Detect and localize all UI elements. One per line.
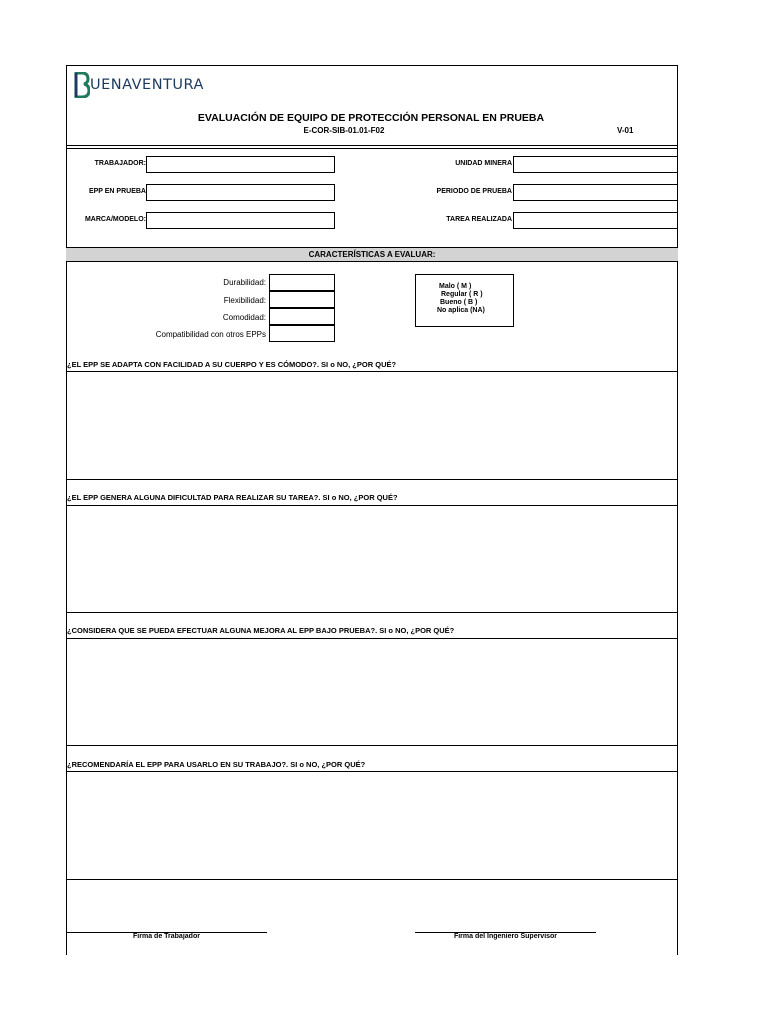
frame-top — [66, 65, 678, 66]
label-tarea-realizada: TAREA REALIZADA — [446, 216, 512, 223]
supervisor-signature-label: Firma del Ingeniero Supervisor — [453, 933, 558, 940]
epp-en-prueba-field[interactable] — [146, 184, 335, 201]
rating-legend — [415, 274, 514, 327]
flexibilidad-rating-field[interactable] — [269, 291, 335, 308]
company-logo — [74, 72, 224, 98]
tarea-realizada-field[interactable] — [513, 212, 678, 229]
form-title: EVALUACIÓN DE EQUIPO DE PROTECCIÓN PERSONAL EN PRUEBA — [197, 112, 545, 124]
section-header — [66, 247, 678, 262]
criteria-compatibilidad: Compatibilidad con otros EPPs — [155, 330, 266, 339]
criteria-comodidad: Comodidad: — [222, 313, 266, 322]
question-2: ¿EL EPP GENERA ALGUNA DIFICULTAD PARA REALIZAR SU TAREA?. SI o NO, ¿POR QUÉ? — [67, 493, 398, 502]
legend-no-aplica: No aplica (NA) — [437, 307, 485, 314]
form-version: V-01 — [617, 126, 634, 135]
header-divider-2 — [66, 148, 678, 149]
answer-1-bottom — [66, 479, 678, 480]
answer-3-area[interactable] — [67, 639, 677, 745]
label-unidad-minera: UNIDAD MINERA — [455, 160, 512, 167]
comodidad-rating-field[interactable] — [269, 308, 335, 325]
legend-bueno: Bueno ( B ) — [440, 299, 478, 306]
criteria-flexibilidad: Flexibilidad: — [223, 296, 266, 305]
supervisor-signature-area[interactable] — [415, 880, 596, 932]
periodo-de-prueba-field[interactable] — [513, 184, 678, 201]
answer-1-area[interactable] — [67, 372, 677, 478]
marca-modelo-field[interactable] — [146, 212, 335, 229]
question-4: ¿RECOMENDARÍA EL EPP PARA USARLO EN SU TRABAJO?. SI o NO, ¿POR QUÉ? — [67, 760, 366, 769]
durabilidad-rating-field[interactable] — [269, 274, 335, 291]
unidad-minera-field[interactable] — [513, 156, 678, 173]
answer-3-bottom — [66, 745, 678, 746]
logo-b-icon — [74, 72, 90, 98]
compatibilidad-rating-field[interactable] — [269, 325, 335, 342]
label-epp-en-prueba: EPP EN PRUEBA — [88, 188, 146, 195]
logo-wordmark: UENAVENTURA — [90, 77, 204, 93]
label-trabajador: TRABAJADOR: — [94, 160, 146, 167]
criteria-durabilidad: Durabilidad: — [223, 278, 266, 287]
worker-signature-label: Firma de Trabajador — [133, 933, 200, 940]
legend-regular: Regular ( R ) — [441, 291, 483, 298]
label-periodo-de-prueba: PERIODO DE PRUEBA — [436, 188, 512, 195]
answer-4-area[interactable] — [67, 772, 677, 878]
answer-2-bottom — [66, 612, 678, 613]
worker-signature-area[interactable] — [67, 880, 267, 932]
trabajador-field[interactable] — [146, 156, 335, 173]
form-code: E-COR-SIB-01.01-F02 — [303, 126, 385, 135]
question-1: ¿EL EPP SE ADAPTA CON FACILIDAD A SU CUERPO Y ES CÓMODO?. SI o NO, ¿POR QUÉ? — [67, 360, 397, 369]
section-title: CARACTERÍSTICAS A EVALUAR: — [308, 250, 436, 259]
label-marca-modelo: MARCA/MODELO: — [84, 216, 146, 223]
legend-malo: Malo ( M ) — [439, 283, 472, 290]
answer-2-area[interactable] — [67, 506, 677, 612]
header-divider — [66, 145, 678, 146]
question-3: ¿CONSIDERA QUE SE PUEDA EFECTUAR ALGUNA MEJORA AL EPP BAJO PRUEBA?. SI o NO, ¿POR QUÉ? — [67, 626, 455, 635]
